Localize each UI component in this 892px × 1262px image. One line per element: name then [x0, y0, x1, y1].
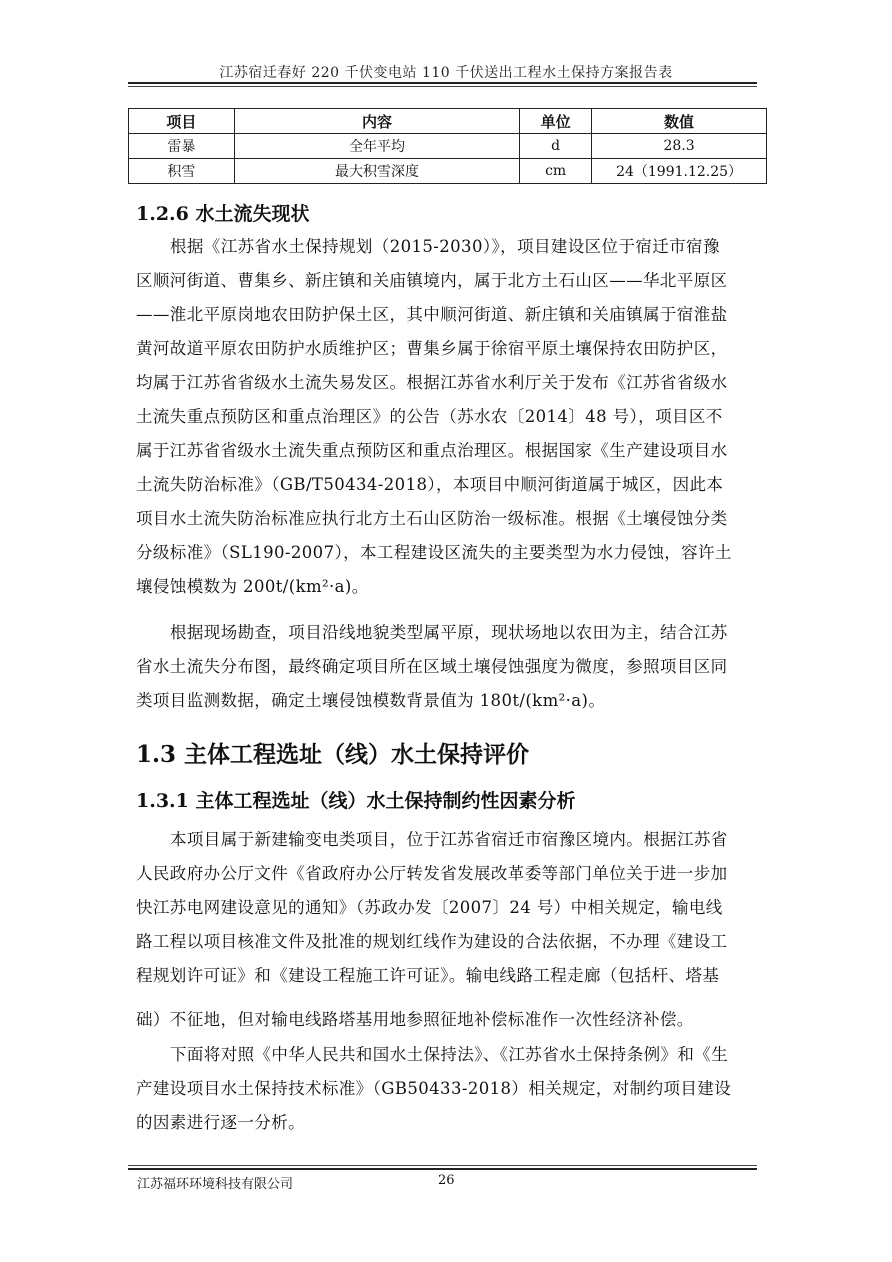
table-header-cell: 内容	[234, 109, 519, 134]
footer-company-name: 江苏福环环境科技有限公司	[137, 1177, 294, 1192]
paragraph-line: 项目水土流失防治标准应执行北方土石山区防治一级标准。根据《土壤侵蚀分类	[136, 509, 728, 528]
header-rule-thin	[128, 86, 757, 87]
table-cell: cm	[520, 159, 592, 184]
table-cell: 28.3	[592, 134, 767, 159]
paragraph-line: 下面将对照《中华人民共和国水土保持法》、《江苏省水土保持条例》和《生	[170, 1045, 729, 1064]
table-header-cell: 项目	[129, 109, 235, 134]
paragraph-line: 均属于江苏省省级水土流失易发区。根据江苏省水利厅关于发布《江苏省省级水	[136, 373, 728, 392]
paragraph-line: ——淮北平原岗地农田防护保土区，其中顺河街道、新庄镇和关庙镇属于宿淮盐	[136, 305, 728, 324]
paragraph-line: 区顺河街道、曹集乡、新庄镇和关庙镇境内，属于北方土石山区——华北平原区	[136, 271, 728, 290]
paragraph-line: 人民政府办公厅文件《省政府办公厅转发省发展改革委等部门单位关于进一步加	[136, 864, 728, 883]
table-cell: 最大积雪深度	[234, 159, 519, 184]
climate-table	[128, 108, 767, 184]
paragraph-line: 程规划许可证》和《建设工程施工许可证》。输电线路工程走廊（包括杆、塔基	[136, 966, 720, 985]
paragraph-line: 土流失防治标准》（GB/T50434-2018），本项目中顺河街道属于城区，因此本	[136, 475, 724, 494]
table-cell: 全年平均	[234, 134, 519, 159]
table-header-cell: 数值	[592, 109, 767, 134]
footer-rule-thin	[128, 1165, 757, 1166]
page-header-title: 江苏宿迁春好 220 千伏变电站 110 千伏送出工程水土保持方案报告表	[219, 65, 673, 81]
table-row	[129, 159, 767, 184]
paragraph-line: 类项目监测数据，确定土壤侵蚀模数背景值为 180t/(km²·a)。	[136, 691, 606, 710]
paragraph-line: 路工程以项目核准文件及批准的规划红线作为建设的合法依据，不办理《建设工	[136, 932, 728, 951]
table-row	[129, 134, 767, 159]
paragraph-line: 根据现场勘查，项目沿线地貌类型属平原，现状场地以农田为主，结合江苏	[170, 623, 728, 642]
paragraph-line: 础）不征地，但对输电线路塔基用地参照征地补偿标准作一次性经济补偿。	[136, 1010, 694, 1029]
paragraph-line: 的因素进行逐一分析。	[136, 1113, 305, 1132]
paragraph-line: 快江苏电网建设意见的通知》（苏政办发〔2007〕24 号）中相关规定，输电线	[136, 898, 723, 917]
section-heading-1-3-1: 1.3.1 主体工程选址（线）水土保持制约性因素分析	[136, 790, 576, 812]
table-cell: 24（1991.12.25）	[592, 159, 767, 184]
paragraph-line: 黄河故道平原农田防护水质维护区；曹集乡属于徐宿平原土壤保持农田防护区，	[136, 339, 728, 358]
table-cell: 雷暴	[129, 134, 235, 159]
paragraph-line: 土流失重点预防区和重点治理区》的公告（苏水农〔2014〕48 号），项目区不	[136, 407, 723, 426]
table-cell: d	[520, 134, 592, 159]
section-heading-1-2-6: 1.2.6 水土流失现状	[136, 203, 310, 225]
table-header-row	[129, 109, 767, 134]
paragraph-line: 省水土流失分布图，最终确定项目所在区域土壤侵蚀强度为微度，参照项目区同	[136, 657, 728, 676]
paragraph-line: 根据《江苏省水土保持规划（2015-2030）》，项目建设区位于宿迁市宿豫	[170, 237, 720, 256]
paragraph-line: 本项目属于新建输变电类项目，位于江苏省宿迁市宿豫区境内。根据江苏省	[170, 830, 728, 849]
table-cell: 积雪	[129, 159, 235, 184]
page-number: 26	[438, 1173, 455, 1188]
table-header-cell: 单位	[520, 109, 592, 134]
paragraph-line: 分级标准》（SL190-2007），本工程建设区流失的主要类型为水力侵蚀，容许土	[136, 543, 732, 562]
paragraph-line: 壤侵蚀模数为 200t/(km²·a)。	[136, 577, 369, 596]
footer-rule	[128, 1168, 757, 1170]
header-rule	[128, 82, 757, 84]
section-heading-1-3: 1.3 主体工程选址（线）水土保持评价	[136, 741, 530, 768]
paragraph-line: 属于江苏省省级水土流失重点预防区和重点治理区。根据国家《生产建设项目水	[136, 441, 728, 460]
paragraph-line: 产建设项目水土保持技术标准》（GB50433-2018）相关规定，对制约项目建设	[136, 1079, 732, 1098]
